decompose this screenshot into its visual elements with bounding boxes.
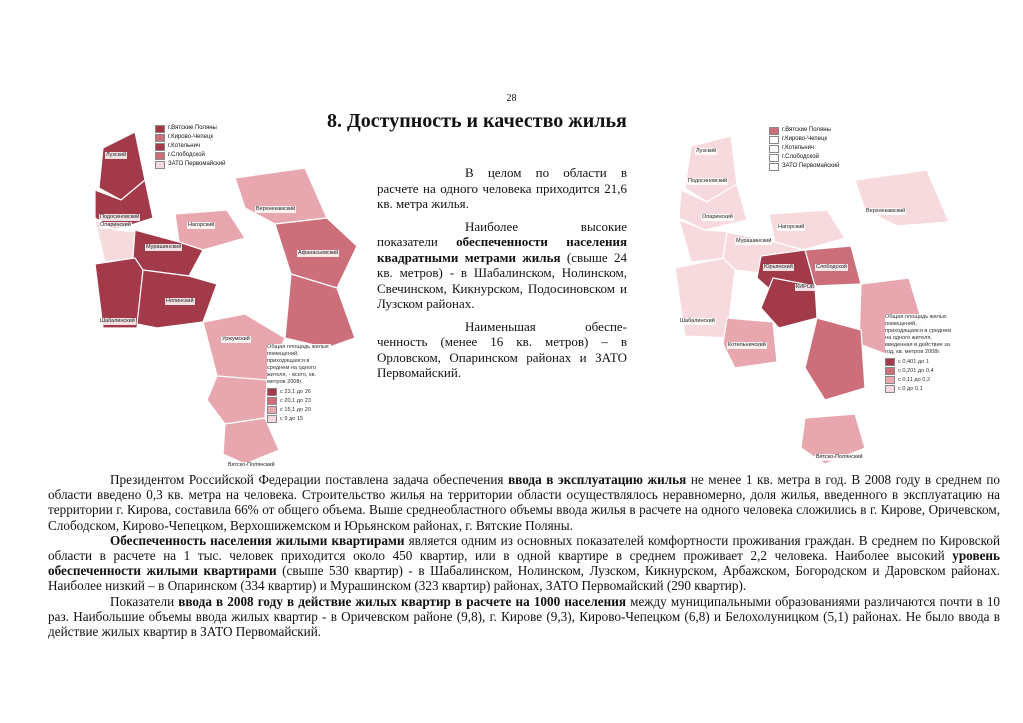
region-label: Опаринский: [100, 222, 131, 228]
legend-swatch: [267, 406, 277, 414]
map-legend-cities: [769, 126, 839, 171]
page-title: 8. Доступность и качество жилья: [327, 110, 627, 132]
map-region: [223, 418, 279, 464]
legend-label: с 15,1 до 20: [280, 406, 311, 413]
summary-column: [377, 165, 627, 388]
legend-label: г.Вятские Поляны: [168, 125, 217, 131]
legend-label: с 0,201 до 0,4: [898, 367, 934, 374]
legend-swatch: [885, 367, 895, 375]
text-run: между муниципальными образованиями различаются почти в 10 раз. Наибольшие объемы ввода жилых квартир - в Оричевском районе (9,8), г. Кирове (9,3), Кирово-Чепецком (6,8) и Белохолуницком (5,1) районах. Не было ввода в действие жилых квартир в ЗАТО Первомайский.: [48, 593, 1001, 640]
paragraph: [377, 319, 627, 381]
paragraph: [377, 219, 627, 312]
legend-swatch: [155, 125, 165, 133]
map-region: [855, 170, 949, 226]
legend-swatch: [155, 143, 165, 151]
housing-area-map: [95, 118, 360, 478]
legend-swatch: [155, 134, 165, 142]
map-region: [805, 318, 865, 400]
legend-swatch: [267, 388, 277, 396]
legend-label: г.Слободской: [168, 152, 205, 158]
legend-label: с 0,401 до 1: [898, 358, 929, 365]
region-label: Вятско-Полянский: [816, 454, 863, 460]
legend-item: [267, 397, 331, 405]
legend-caption: Общая площадь жилых помещений, приходящаяся в среднем на одного жителя, введенная в действие за год, кв. метров 2008г.: [885, 314, 952, 355]
legend-label: с 0 до 0,1: [898, 385, 923, 392]
housing-input-map: [665, 118, 960, 468]
region-label: Шабалинский: [680, 318, 715, 324]
text-run: Наименьшая обеспе-ченность (менее 16 кв. метров) – в Орловском, Опаринском районах и ЗАТО Первомайский.: [377, 318, 627, 380]
bold-text: ввода в эксплуатацию жилья: [508, 472, 687, 487]
legend-item: [885, 367, 955, 375]
region-label: Мурашинский: [146, 244, 182, 250]
legend-swatch: [769, 154, 779, 162]
legend-item: [155, 124, 225, 133]
legend-swatch: [267, 397, 277, 405]
legend-swatch: [769, 163, 779, 171]
legend-swatch: [769, 127, 779, 135]
legend-label: с 0,11 до 0,2: [898, 376, 931, 383]
legend-swatch: [769, 136, 779, 144]
legend-swatch: [769, 145, 779, 153]
bold-text: Обеспеченность населения жилыми квартирами: [110, 532, 405, 548]
region-label: Верхнекамский: [866, 208, 906, 214]
bold-text: ввода в 2008 году в действие жилых квартир в расчете на 1000 населения: [178, 593, 626, 609]
legend-item: [769, 144, 839, 153]
legend-item: [155, 151, 225, 160]
paragraph: [48, 472, 1000, 533]
region-label: Юрьянский: [764, 264, 793, 270]
paragraph: [48, 533, 1000, 594]
region-label: Котельничский: [728, 342, 766, 348]
text-run: Президентом Российской Федерации поставлена задача обеспечения: [110, 472, 509, 487]
legend-swatch: [267, 415, 277, 423]
region-label: Слободской: [816, 264, 847, 270]
region-label: Шабалинский: [100, 318, 135, 324]
legend-item: [267, 388, 331, 396]
bold-text: уровень обеспеченности жилыми квартирами: [48, 548, 1000, 579]
bold-text: обеспеченности населения квадратными метрами жилья: [377, 234, 627, 265]
page-number: 28: [506, 93, 517, 104]
legend-label: с 9 до 15: [280, 415, 304, 422]
region-label: Уржумский: [222, 336, 250, 342]
legend-item: [267, 415, 331, 423]
legend-label: с 20,1 до 23: [280, 397, 311, 404]
legend-item: [155, 142, 225, 151]
map-legend-cities: [155, 124, 225, 169]
region-label: Верхнекамский: [256, 206, 296, 212]
map-region: [235, 168, 327, 224]
legend-swatch: [155, 161, 165, 169]
body-text: [48, 472, 1000, 639]
region-label: Лузский: [696, 148, 717, 154]
text-run: (свыше 24 кв. метров) - в Шабалинском, Нолинском, Свечинском, Кикнурском, Подосиновском и Лузском районах.: [377, 249, 627, 311]
map-legend-scale: [267, 344, 331, 423]
legend-item: [769, 162, 839, 171]
legend-label: г.Котельнич: [168, 143, 201, 149]
legend-item: [769, 135, 839, 144]
region-label: Нагорский: [778, 224, 805, 230]
map-legend-scale: [885, 314, 955, 393]
region-label: Мурашинский: [736, 238, 772, 244]
legend-item: [885, 385, 955, 393]
text-run: В целом по области в расчете на одного человека приходится 21,6 кв. метра жилья.: [377, 165, 627, 211]
legend-swatch: [155, 152, 165, 160]
legend-label: ЗАТО Первомайский: [168, 161, 226, 167]
text-run: Наиболее высокие показатели: [377, 218, 627, 249]
legend-label: г.Кирово-Чепецк: [168, 134, 214, 140]
paragraph: [377, 165, 627, 212]
region-label: Лузский: [106, 152, 127, 158]
legend-item: [769, 126, 839, 135]
legend-label: г.Слободской: [782, 154, 819, 160]
legend-label: ЗАТО Первомайский: [782, 163, 840, 169]
region-label: КИРОВ: [796, 284, 815, 290]
legend-item: [885, 376, 955, 384]
legend-item: [267, 406, 331, 414]
legend-label: с 23,1 до 26: [280, 388, 311, 395]
region-label: Подосиновский: [688, 178, 728, 184]
legend-label: г.Котельнич: [782, 145, 815, 151]
legend-label: г.Вятские Поляны: [782, 127, 831, 133]
map-region: [285, 274, 355, 348]
region-label: Афанасьевский: [298, 250, 339, 256]
legend-item: [769, 153, 839, 162]
text-run: не менее 1 кв. метра в год. В 2008 году в среднем по области введено 0,3 кв. метра на человека. Строительство жилья на территории области осуществлялось неравномерно, доля жилья, введенного в эксплуатацию на территории г. Кирова, составила 66% от общего объема. Выше среднеобластного объемы ввода жилья в расчете на одного человека сложились в г. Кирове, Оричевском, Слободском, Кирово-Чепецком, Верхошижемском и Юрьянском районах, г. Вятские Поляны.: [48, 472, 1001, 533]
legend-swatch: [885, 358, 895, 366]
region-label: Вятско-Полянский: [228, 462, 275, 468]
map-canvas-left: [95, 118, 360, 478]
legend-caption: Общая площадь жилых помещений, приходящаяся в среднем на одного жителя, - всего, кв. метров 2008г.: [267, 344, 329, 385]
paragraph: [48, 594, 1000, 640]
region-label: Опаринский: [702, 214, 733, 220]
legend-item: [155, 133, 225, 142]
region-label: Нолинский: [166, 298, 194, 304]
text-run: Показатели: [110, 593, 179, 609]
legend-swatch: [885, 376, 895, 384]
region-label: Нагорский: [188, 222, 215, 228]
map-region: [207, 376, 267, 424]
legend-swatch: [885, 385, 895, 393]
legend-item: [885, 358, 955, 366]
text-run: (свыше 530 квартир) - в Шабалинском, Нолинском, Лузском, Кикнурском, Арбажском, Богородском и Даровском районах. Наиболее низкий – в Опаринском (334 квартир) и Мурашинском (323 квартир) районах, ЗАТО Первомайский (290 квартир).: [48, 563, 1000, 594]
region-label: Подосиновский: [100, 214, 140, 220]
text-run: является одним из основных показателей комфортности проживания граждан. В среднем по Кировской области в расчете на 1 тыс. человек приходится около 450 квартир, или в одной квартире в среднем проживает 2,2 человека. Наиболее высокий: [48, 532, 1000, 564]
legend-label: г.Кирово-Чепецк: [782, 136, 828, 142]
legend-item: [155, 160, 225, 169]
